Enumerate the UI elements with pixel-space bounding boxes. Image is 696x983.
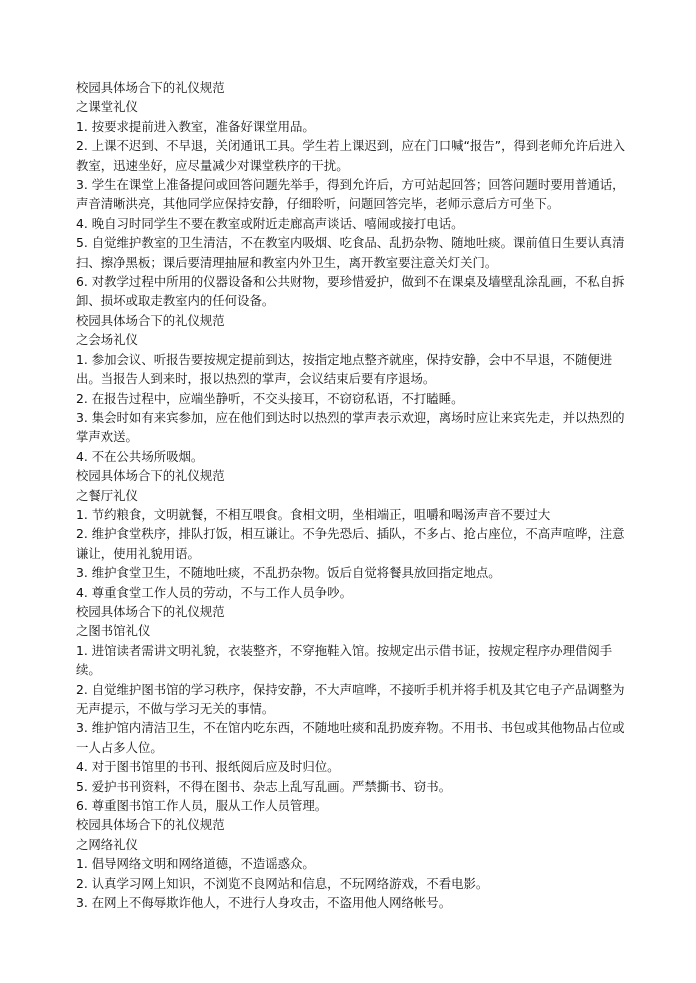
list-item: 4. 尊重食堂工作人员的劳动，不与工作人员争吵。: [76, 584, 352, 600]
list-item: 6. 对教学过程中所用的仪器设备和公共财物，要珍惜爱护，做到不在课桌及墙壁乱涂乱画，不私自拆卸、损坏或取走教室内的任何设备。: [76, 274, 625, 309]
list-item: 3. 维护食堂卫生，不随地吐痰，不乱扔杂物。饭后自觉将餐具放回指定地点。: [76, 565, 501, 581]
list-item: 3. 集会时如有来宾参加，应在他们到达时以热烈的掌声表示欢迎，离场时应让来宾先走，并以热烈的掌声欢送。: [76, 409, 625, 445]
list-item: 4. 不在公共场所吸烟。: [76, 448, 204, 464]
list-item: 3. 学生在课堂上准备提问或回答问题先举手，得到允许后，方可站起回答；回答问题时要用普通话，声音清晰洪亮，其他同学应保持安静，仔细聆听，问题回答完毕，老师示意后方可坐下。: [76, 177, 625, 212]
section-subtitle: 之网络礼仪: [76, 836, 138, 852]
section-classroom: [76, 78, 636, 311]
list-item: 2. 自觉维护图书馆的学习秩序，保持安静，不大声喧哗，不接听手机并将手机及其它电子产品调整为无声提示，不做与学习无关的事情。: [76, 681, 625, 716]
section-subtitle: 之餐厅礼仪: [76, 487, 138, 503]
section-meeting-hall: [76, 311, 636, 466]
list-item: 3. 维护馆内清洁卫生，不在馆内吃东西，不随地吐痰和乱扔废弃物。不用书、书包或其他物品占位或一人占多人位。: [76, 720, 625, 755]
section-title: 校园具体场合下的礼仪规范: [76, 80, 225, 95]
list-item: 1. 节约粮食，文明就餐，不相互喂食。食相文明，坐相端正，咀嚼和喝汤声音不要过大: [76, 506, 551, 522]
section-title: 校园具体场合下的礼仪规范: [76, 312, 225, 328]
list-item: 2. 认真学习网上知识，不浏览不良网站和信息，不玩网络游戏，不看电影。: [76, 875, 489, 891]
section-title: 校园具体场合下的礼仪规范: [76, 603, 225, 619]
section-subtitle: 之图书馆礼仪: [76, 623, 151, 639]
list-item: 2. 维护食堂秩序，排队打饭，相互谦让。不争先恐后、插队，不多占、抢占座位，不高声喧哗，注意谦让，使用礼貌用语。: [76, 526, 625, 561]
section-title: 校园具体场合下的礼仪规范: [76, 468, 225, 484]
list-item: 5. 爱护书刊资料，不得在图书、杂志上乱写乱画。严禁撕书、窃书。: [76, 778, 452, 794]
list-item: 6. 尊重图书馆工作人员，服从工作人员管理。: [76, 798, 328, 814]
section-dining-hall: [76, 466, 636, 602]
list-item: 3. 在网上不侮辱欺诈他人，不进行人身攻击，不盗用他人网络帐号。: [76, 895, 452, 911]
section-title: 校园具体场合下的礼仪规范: [76, 817, 225, 833]
section-library: [76, 602, 636, 815]
list-item: 5. 自觉维护教室的卫生清洁，不在教室内吸烟、吃食品、乱扔杂物、随地吐痰。课前值日生要认真清扫、擦净黑板；课后要清理抽屉和教室内外卫生，离开教室要注意关灯关门。: [76, 235, 625, 270]
list-item: 1. 按要求提前进入教室，准备好课堂用品。: [76, 118, 315, 134]
section-network: [76, 815, 636, 912]
list-item: 1. 进馆读者需讲文明礼貌，衣装整齐，不穿拖鞋入馆。按规定出示借书证，按规定程序办理借阅手续。: [76, 642, 613, 678]
section-subtitle: 之课堂礼仪: [76, 99, 138, 115]
list-item: 4. 对于图书馆里的书刊、报纸阅后应及时归位。: [76, 759, 340, 775]
list-item: 4. 晚自习时同学生不要在教室或附近走廊高声谈话、嘻闹或接打电话。: [76, 215, 464, 231]
list-item: 1. 倡导网络文明和网络道德，不造谣惑众。: [76, 856, 315, 872]
section-subtitle: 之会场礼仪: [76, 332, 138, 348]
list-item: 2. 在报告过程中，应端坐静听，不交头接耳，不窃窃私语，不打瞌睡。: [76, 390, 464, 406]
list-item: 1. 参加会议、听报告要按规定提前到达，按指定地点整齐就座，保持安静，会中不早退，不随便进出。当报告人到来时，报以热烈的掌声，会议结束后要有序退场。: [76, 351, 613, 387]
list-item: 2. 上课不迟到、不早退，关闭通讯工具。学生若上课迟到，应在门口喊“报告”，得到老师允许后进入教室，迅速坐好，应尽量减少对课堂秩序的干扰。: [76, 138, 626, 173]
